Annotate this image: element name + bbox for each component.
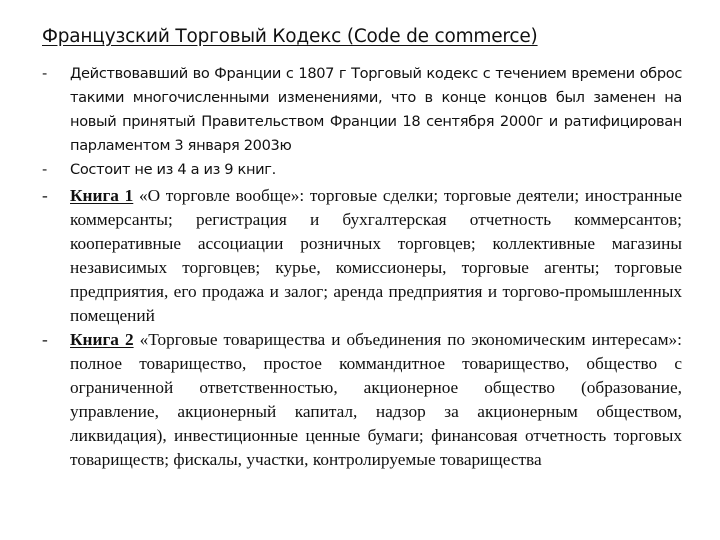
list-item (42, 184, 682, 328)
book-label: Книга 1 (70, 186, 134, 205)
list-item-text: Действовавший во Франции с 1807 г Торговый кодекс с течением времени оброс такими многочисленными изменениями, что в конце концов был заменен на новый принятый Правительством Франции 18 сентября 2000г и ратифицирован парламентом 3 января 2003ю (70, 65, 682, 154)
bullet-list (42, 62, 682, 472)
bullet-dash: - (42, 186, 48, 205)
list-item-text: «Торговые товарищества и объединения по экономическим интересам»: полное товарищество, простое коммандитное товарищество, общество с ограниченной ответственностью, акционерное общество (образование, управление, акционерный капитал, надзор за акционерным обществом, ликвидация), инвестиционные ценные бумаги; финансовая отчетность торговых товариществ; фискалы, участки, контролируемые товарищества (70, 330, 682, 469)
list-item-text: Состоит не из 4 а из 9 книг. (70, 161, 276, 178)
bullet-dash: - (42, 161, 47, 178)
list-item-text: «О торговле вообще»: торговые сделки; торговые деятели; иностранные коммерсанты; регистрация и бухгалтерская отчетность коммерсантов; кооперативные ассоциации розничных торговцев; коллективные магазины независимых торговцев; курье, комиссионеры, торговые агенты; торговые предприятия, его продажа и залог; аренда предприятия и торгово-промышленных помещений (70, 186, 682, 325)
book-label: Книга 2 (70, 330, 134, 349)
list-item (42, 62, 682, 158)
bullet-dash: - (42, 330, 48, 349)
page-title: Французский Торговый Кодекс (Code de commerce) (42, 26, 538, 47)
list-item (42, 158, 682, 182)
list-item (42, 328, 682, 472)
bullet-dash: - (42, 65, 47, 82)
